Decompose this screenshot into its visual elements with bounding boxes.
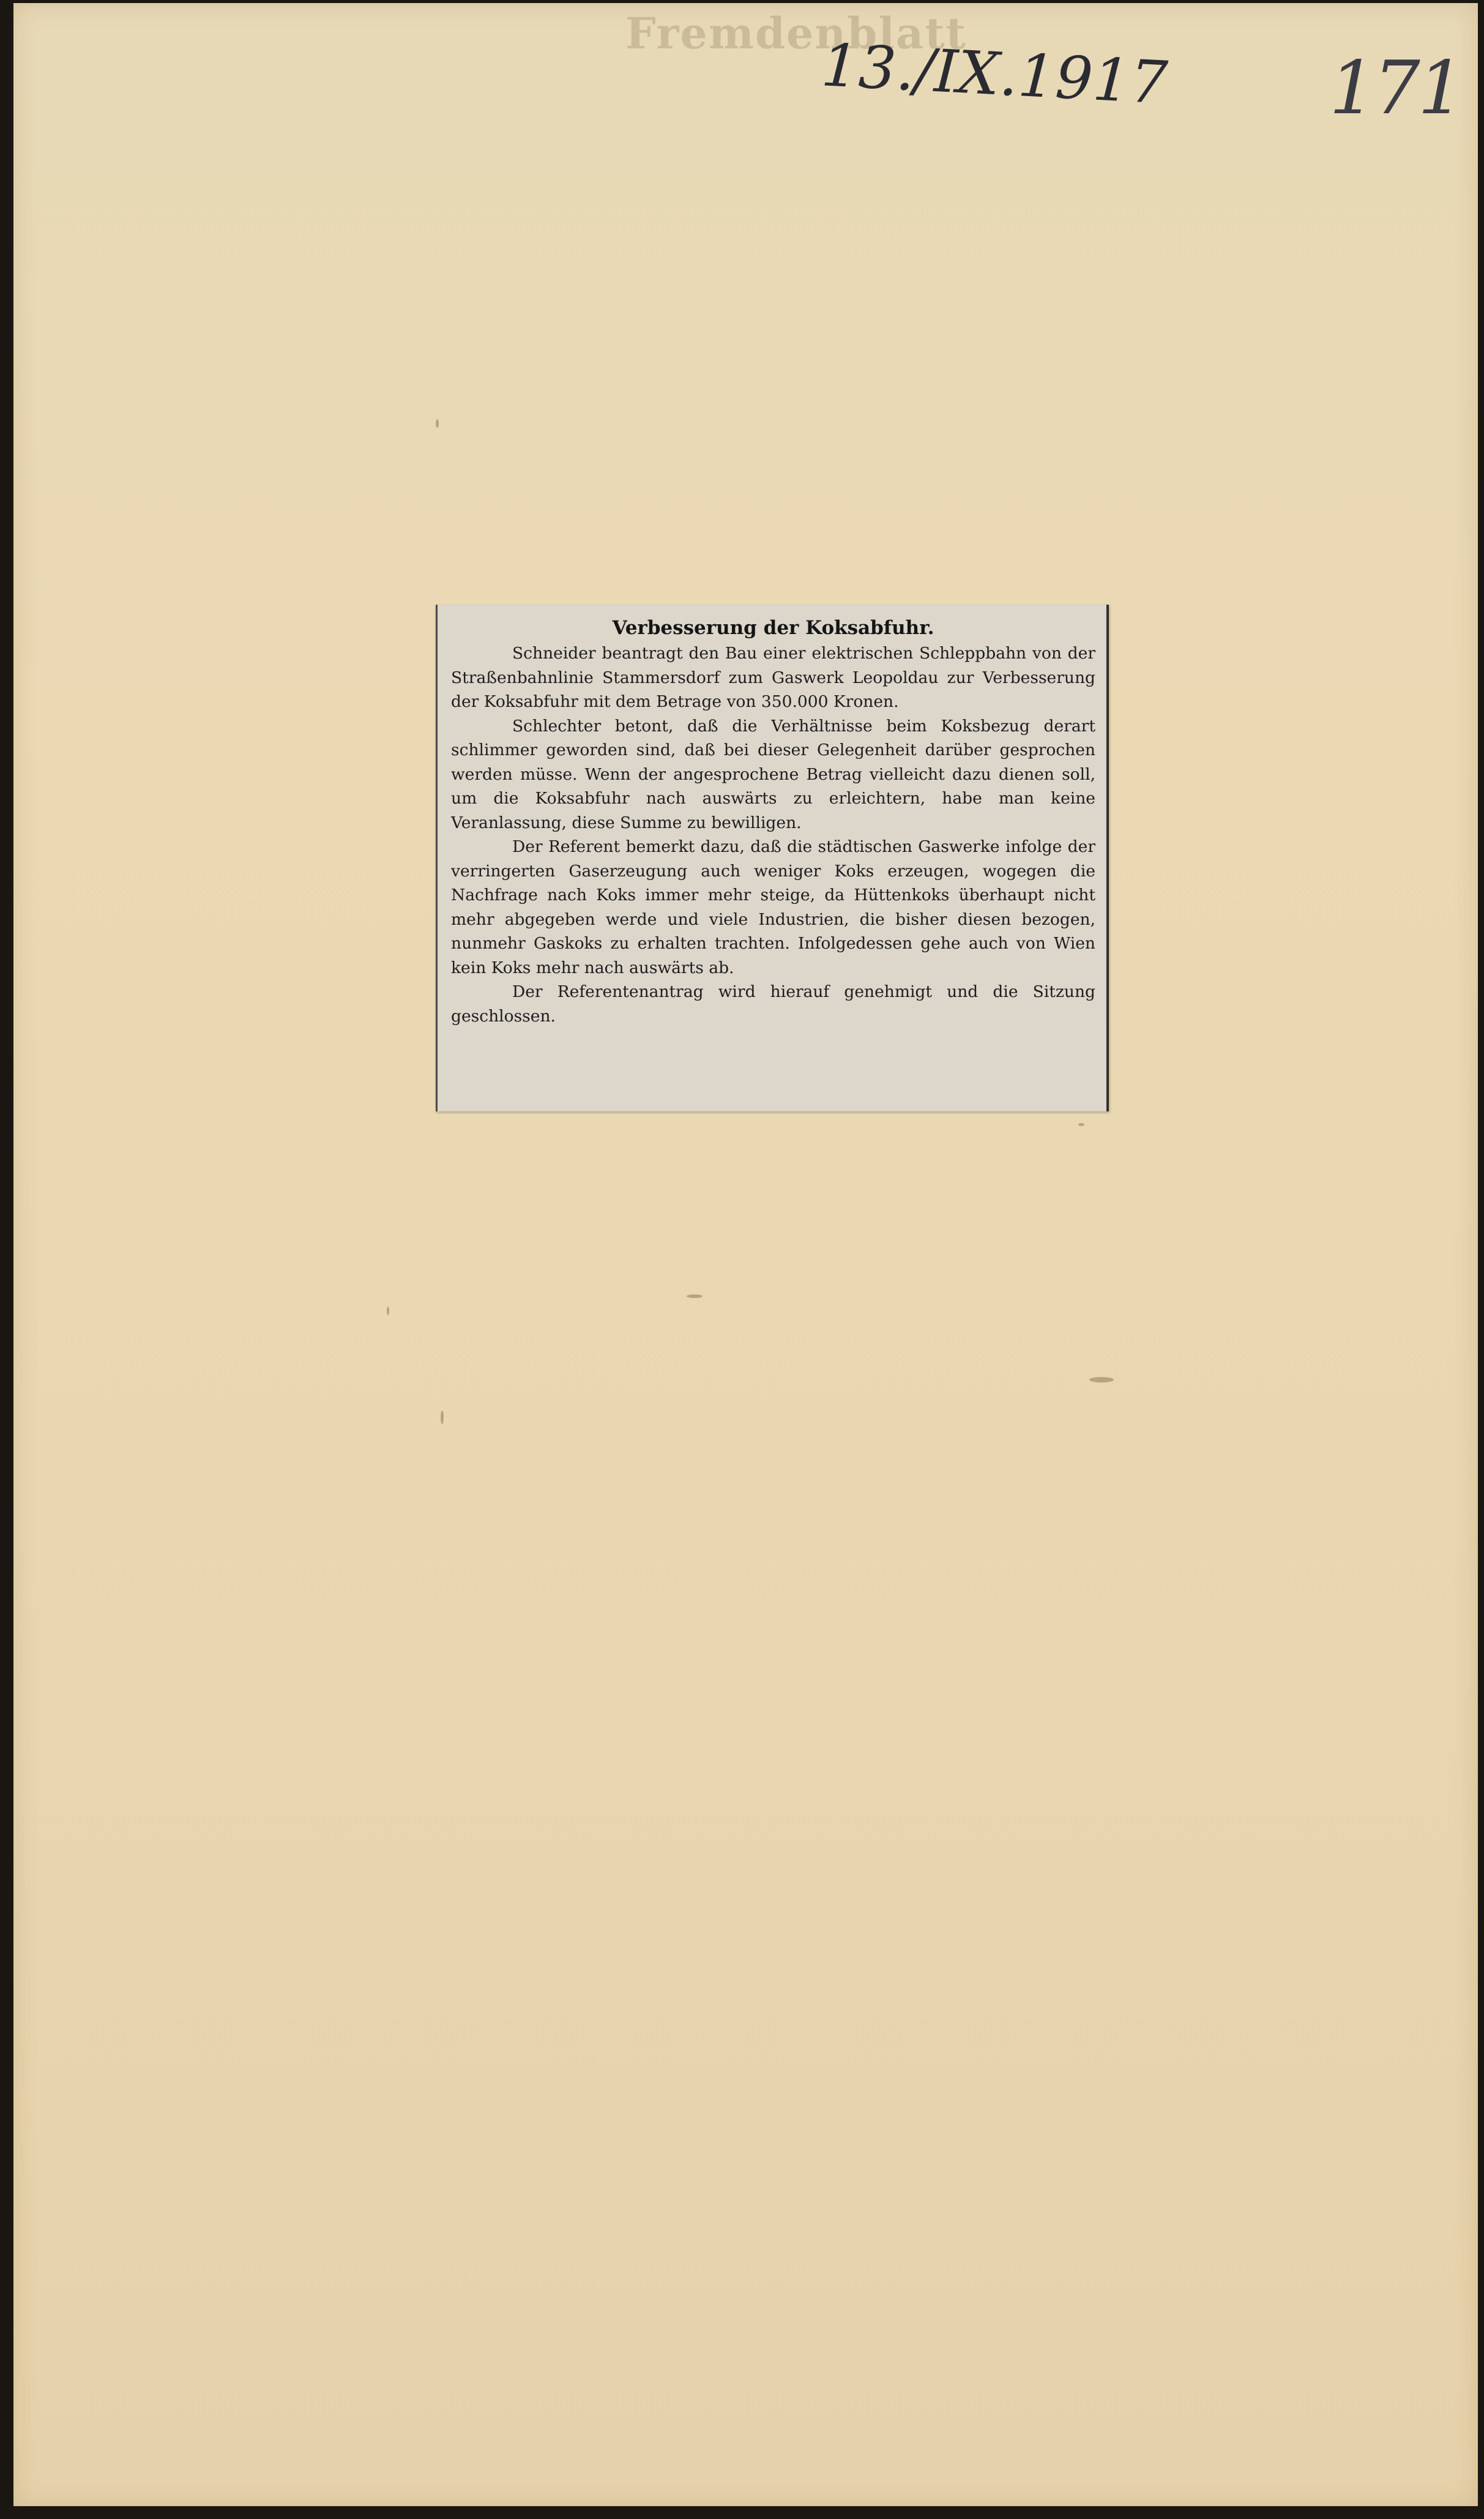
- folio-number: 171: [1329, 46, 1463, 131]
- paper-speck: [387, 1307, 389, 1315]
- clipping-paragraph: Der Referentenantrag wird hierauf genehmigt und die Sitzung geschlossen.: [451, 982, 1095, 1026]
- newspaper-stamp: Fremdenblatt: [625, 8, 967, 59]
- newspaper-clipping: [436, 605, 1109, 1111]
- paper-speck: [436, 419, 439, 428]
- handwritten-date: 13./IX.1917: [819, 31, 1169, 118]
- clipping-title: Verbesserung der Koksabfuhr.: [612, 617, 934, 639]
- clipping-paragraph: Schneider beantragt den Bau einer elektrischen Schleppbahn von der Straßenbahnlinie Stammersdorf zum Gaswerk Leopoldau zur Verbesserung der Koksabfuhr mit dem Betrage von 350.000 Kronen.: [451, 644, 1095, 711]
- paper-speck: [1078, 1123, 1084, 1126]
- clipping-paragraph: Der Referent bemerkt dazu, daß die städtischen Gaswerke infolge der verringerten Gaserzeugung auch weniger Koks erzeugen, wogegen die Nachfrage nach Koks immer mehr steige, da Hüttenkoks überhaupt nicht mehr abgegeben werde und viele Industrien, die bisher diesen bezogen, nunmehr Gaskoks zu erhalten trachten. Infolgedessen gehe auch von Wien kein Koks mehr nach auswärts ab.: [451, 837, 1095, 977]
- paper-speck: [1089, 1377, 1114, 1383]
- archive-page: [13, 3, 1478, 2506]
- paper-speck: [441, 1411, 444, 1424]
- paper-speck: [687, 1294, 703, 1298]
- clipping-paragraph: Schlechter betont, daß die Verhältnisse beim Koksbezug derart schlimmer geworden sind, daß bei dieser Gelegenheit darüber gesprochen werden müsse. Wenn der angesprochene Betrag vielleicht dazu dienen soll, um die Koksabfuhr nach auswärts zu erleichtern, habe man keine Veranlassung, diese Summe zu bewilligen.: [451, 716, 1095, 832]
